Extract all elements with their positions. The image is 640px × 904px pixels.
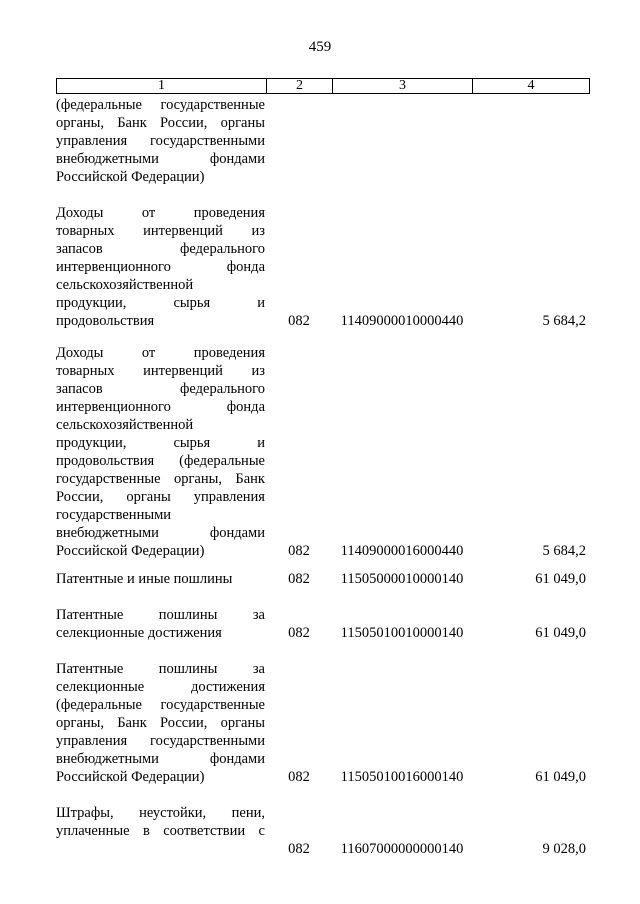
- row-values: [56, 840, 590, 858]
- description-line: запасов федерального: [56, 241, 265, 257]
- description-line: России, органы управления: [56, 489, 265, 505]
- description-line: Доходы от проведения: [56, 205, 265, 221]
- table-header: [56, 78, 590, 94]
- row-description: [56, 344, 265, 560]
- description-line: государственными: [56, 507, 172, 523]
- budget-classification-code: 11505000010000140: [340, 571, 464, 587]
- description-line: (федеральные государственные: [56, 697, 265, 713]
- description-line: селекционные достижения: [56, 625, 222, 641]
- description-line: Доходы от проведения: [56, 345, 265, 361]
- description-line: (федеральные государственные: [56, 97, 265, 113]
- header-col-3: 3: [333, 79, 473, 93]
- row-values: [56, 542, 590, 560]
- amount: 61 049,0: [535, 625, 586, 641]
- admin-code: 082: [288, 769, 310, 785]
- description-line: селекционные достижения: [56, 679, 265, 695]
- description-line: органы, Банк России, органы: [56, 115, 265, 131]
- description-line: управления государственными: [56, 733, 265, 749]
- row-values: [56, 624, 590, 642]
- amount: 5 684,2: [542, 543, 586, 559]
- description-line: запасов федерального: [56, 381, 265, 397]
- description-line: сельскохозяйственной: [56, 417, 194, 433]
- description-line: уплаченные в соответствии с: [56, 823, 265, 839]
- row-values: [56, 168, 590, 186]
- amount: 61 049,0: [535, 769, 586, 785]
- description-line: Российской Федерации): [56, 769, 205, 785]
- row-values: [56, 570, 590, 588]
- description-line: товарных интервенций из: [56, 363, 265, 379]
- description-line: продукции, сырья и: [56, 435, 265, 451]
- description-line: управления государственными: [56, 133, 265, 149]
- header-col-1: 1: [57, 79, 267, 93]
- description-line: продовольствия (федеральные: [56, 453, 265, 469]
- amount: 61 049,0: [535, 571, 586, 587]
- description-line: внебюджетными фондами: [56, 751, 265, 767]
- page-number: 459: [308, 39, 332, 55]
- budget-classification-code: 11409000016000440: [340, 543, 464, 559]
- amount: 5 684,2: [542, 313, 586, 329]
- amount: 9 028,0: [542, 841, 586, 857]
- budget-classification-code: 11505010010000140: [340, 625, 464, 641]
- description-line: сельскохозяйственной: [56, 277, 194, 293]
- row-values: [56, 312, 590, 330]
- admin-code: 082: [288, 625, 310, 641]
- description-line: интервенционного фонда: [56, 259, 265, 275]
- description-line: интервенционного фонда: [56, 399, 265, 415]
- description-line: Штрафы, неустойки, пени,: [56, 805, 265, 821]
- description-line: продовольствия: [56, 313, 155, 329]
- header-col-2: 2: [267, 79, 333, 93]
- description-line: Патентные пошлины за: [56, 661, 265, 677]
- description-line: Патентные пошлины за: [56, 607, 265, 623]
- budget-classification-code: 11607000000000140: [340, 841, 464, 857]
- header-col-4: 4: [527, 78, 535, 93]
- description-line: Патентные и иные пошлины: [56, 571, 233, 587]
- admin-code: 082: [288, 841, 310, 857]
- description-line: Российской Федерации): [56, 169, 205, 185]
- admin-code: 082: [288, 571, 310, 587]
- description-line: органы, Банк России, органы: [56, 715, 265, 731]
- row-values: [56, 768, 590, 786]
- admin-code: 082: [288, 313, 310, 329]
- description-line: товарных интервенций из: [56, 223, 265, 239]
- description-line: внебюджетными фондами: [56, 525, 265, 541]
- budget-classification-code: 11505010016000140: [340, 769, 464, 785]
- budget-classification-code: 11409000010000440: [340, 313, 464, 329]
- description-line: внебюджетными фондами: [56, 151, 265, 167]
- description-line: государственные органы, Банк: [56, 471, 265, 487]
- admin-code: 082: [288, 543, 310, 559]
- description-line: продукции, сырья и: [56, 295, 265, 311]
- description-line: Российской Федерации): [56, 543, 205, 559]
- row-description: [56, 804, 265, 840]
